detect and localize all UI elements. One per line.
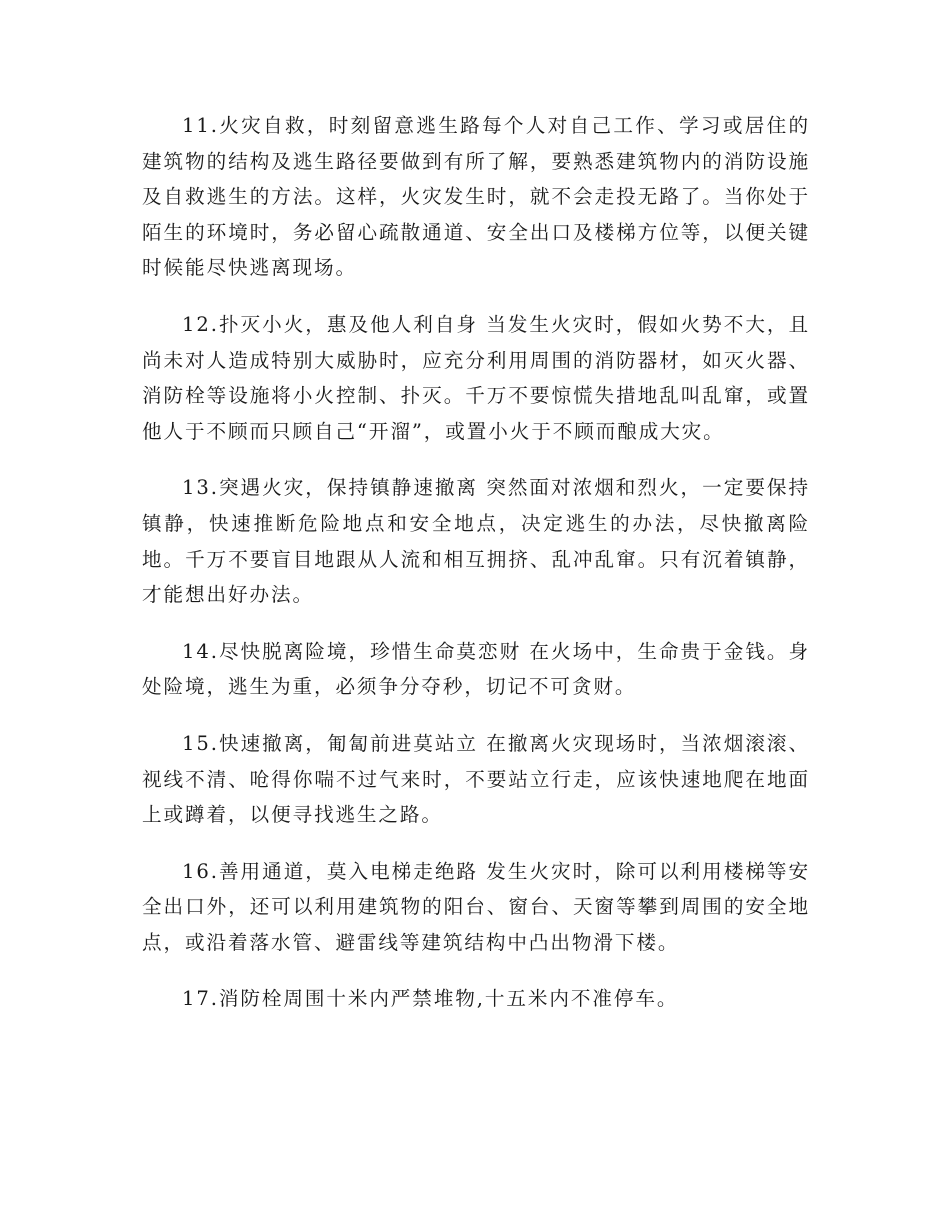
paragraph-13: 13.突遇火灾，保持镇静速撤离 突然面对浓烟和烈火，一定要保持镇静，快速推断危险地点和安全地点，决定逃生的办法，尽快撤离险地。千万不要盲目地跟从人流和相互拥挤、乱冲乱窜。只有沉着镇静，才能想出好办法。: [142, 476, 810, 607]
paragraph-14: 14.尽快脱离险境，珍惜生命莫恋财 在火场中，生命贵于金钱。身处险境，逃生为重，必须争分夺秒，切记不可贪财。: [142, 639, 810, 699]
paragraph-12: 12.扑灭小火，惠及他人利自身 当发生火灾时，假如火势不大，且尚未对人造成特别大威胁时，应充分利用周围的消防器材，如灭火器、消防栓等设施将小火控制、扑灭。千万不要惊慌失措地乱叫乱窜，或置他人于不顾而只顾自己“开溜”，或置小火于不顾而酿成大灾。: [142, 312, 810, 443]
paragraph-17: 17.消防栓周围十米内严禁堆物,十五米内不准停车。: [182, 987, 679, 1011]
paragraph-11: 11.火灾自救，时刻留意逃生路每个人对自己工作、学习或居住的建筑物的结构及逃生路径要做到有所了解，要熟悉建筑物内的消防设施及自救逃生的方法。这样，火灾发生时，就不会走投无路了。当你处于陌生的环境时，务必留心疏散通道、安全出口及楼梯方位等，以便关键时候能尽快逃离现场。: [142, 114, 810, 280]
paragraph-15: 15.快速撤离，匍匐前进莫站立 在撤离火灾现场时，当浓烟滚滚、视线不清、呛得你喘不过气来时，不要站立行走，应该快速地爬在地面上或蹲着，以便寻找逃生之路。: [142, 731, 810, 827]
paragraph-16: 16.善用通道，莫入电梯走绝路 发生火灾时，除可以利用楼梯等安全出口外，还可以利用建筑物的阳台、窗台、天窗等攀到周围的安全地点，或沿着落水管、避雷线等建筑结构中凸出物滑下楼。: [142, 859, 810, 954]
document-page: [142, 108, 810, 1017]
